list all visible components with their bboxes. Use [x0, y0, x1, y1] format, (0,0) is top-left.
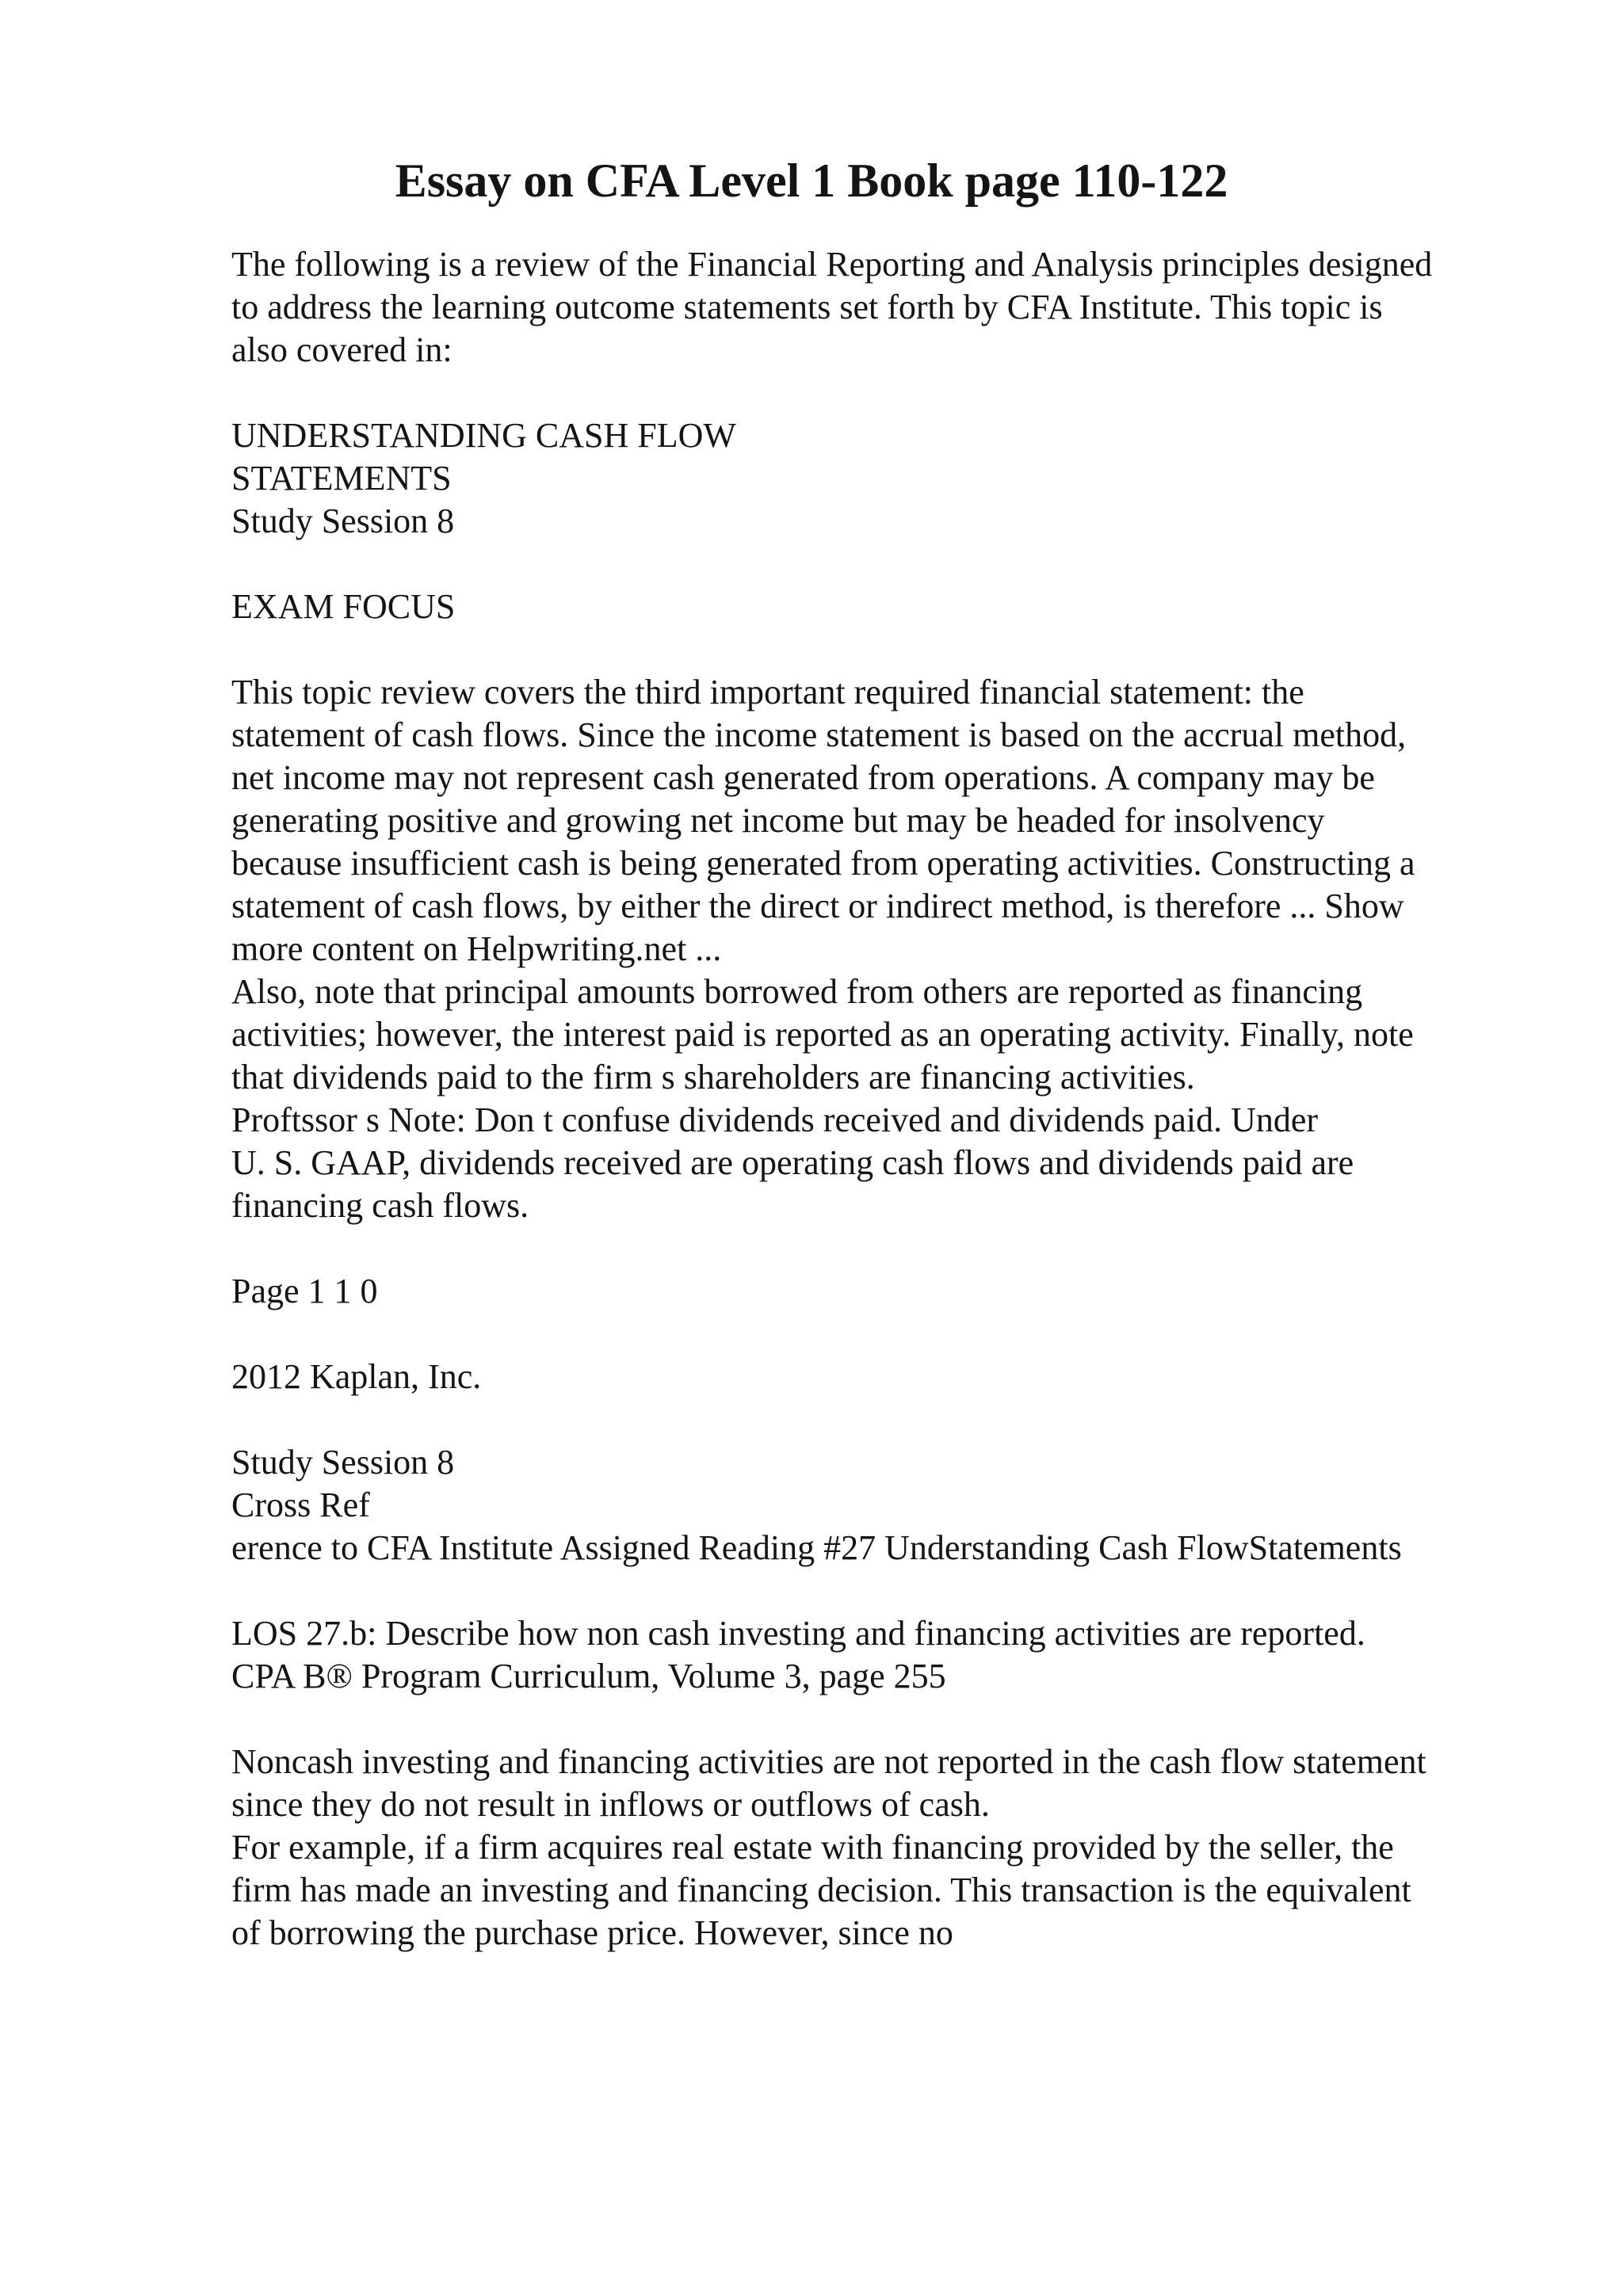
text-line: of borrowing the purchase price. However, since no — [231, 1913, 953, 1952]
paragraph-gap — [231, 1398, 1531, 1441]
text-line: statement of cash flows, by either the direct or indirect method, is therefore ... Show — [231, 887, 1404, 925]
text-line: U. S. GAAP, dividends received are operating cash flows and dividends paid are — [231, 1143, 1354, 1182]
text-line: also covered in: — [231, 330, 453, 369]
section-heading: UNDERSTANDING CASH FLOW — [231, 416, 736, 455]
text-line: that dividends paid to the firm s shareholders are financing activities. — [231, 1058, 1195, 1097]
paragraph-gap — [231, 543, 1531, 585]
curriculum-reference: CPA B® Program Curriculum, Volume 3, page 255 — [231, 1657, 946, 1695]
text-line: firm has made an investing and financing decision. This transaction is the equivalent — [231, 1871, 1411, 1909]
paragraph-gap — [231, 628, 1531, 671]
text-line: to address the learning outcome statements set forth by CFA Institute. This topic is — [231, 288, 1383, 326]
text-line: The following is a review of the Financial Reporting and Analysis principles designed — [231, 245, 1433, 284]
text-line: financing cash flows. — [231, 1186, 529, 1225]
study-session-label: Study Session 8 — [231, 502, 455, 540]
text-line: generating positive and growing net income but may be headed for insolvency — [231, 801, 1325, 840]
text-line: This topic review covers the third important required financial statement: the — [231, 673, 1304, 711]
text-line: since they do not result in inflows or outflows of cash. — [231, 1785, 990, 1824]
text-line: statement of cash flows. Since the income statement is based on the accrual method, — [231, 715, 1407, 754]
text-line: For example, if a firm acquires real estate with financing provided by the seller, the — [231, 1828, 1394, 1867]
text-line: Also, note that principal amounts borrowed from others are reported as financing — [231, 972, 1363, 1011]
cross-reference-line: Cross Ref — [231, 1486, 370, 1524]
paragraph-gap — [231, 1227, 1531, 1270]
section-heading: STATEMENTS — [231, 459, 452, 498]
copyright-line: 2012 Kaplan, Inc. — [231, 1357, 482, 1396]
paragraph-gap — [231, 1569, 1531, 1612]
text-line: Noncash investing and financing activities are not reported in the cash flow statement — [231, 1742, 1426, 1781]
text-line: because insufficient cash is being generated from operating activities. Constructing a — [231, 844, 1415, 883]
document-title: Essay on CFA Level 1 Book page 110-122 — [395, 154, 1228, 207]
paragraph-gap — [231, 1313, 1531, 1356]
los-statement: LOS 27.b: Describe how non cash investing and financing activities are reported. — [231, 1614, 1365, 1653]
paragraph-gap — [231, 1698, 1531, 1741]
page-number: Page 1 1 0 — [231, 1272, 378, 1310]
text-line: net income may not represent cash generated from operations. A company may be — [231, 758, 1375, 797]
paragraph-gap — [231, 372, 1531, 414]
text-line: more content on Helpwriting.net ... — [231, 929, 722, 968]
exam-focus-heading: EXAM FOCUS — [231, 587, 456, 626]
text-line: Proftssor s Note: Don t confuse dividends received and dividends paid. Under — [231, 1100, 1319, 1139]
text-line: activities; however, the interest paid is reported as an operating activity. Finally, note — [231, 1015, 1414, 1054]
study-session-label: Study Session 8 — [231, 1443, 455, 1482]
cross-reference-line: erence to CFA Institute Assigned Reading #27 Understanding Cash FlowStatements — [231, 1528, 1402, 1567]
document-body — [231, 243, 1531, 1955]
